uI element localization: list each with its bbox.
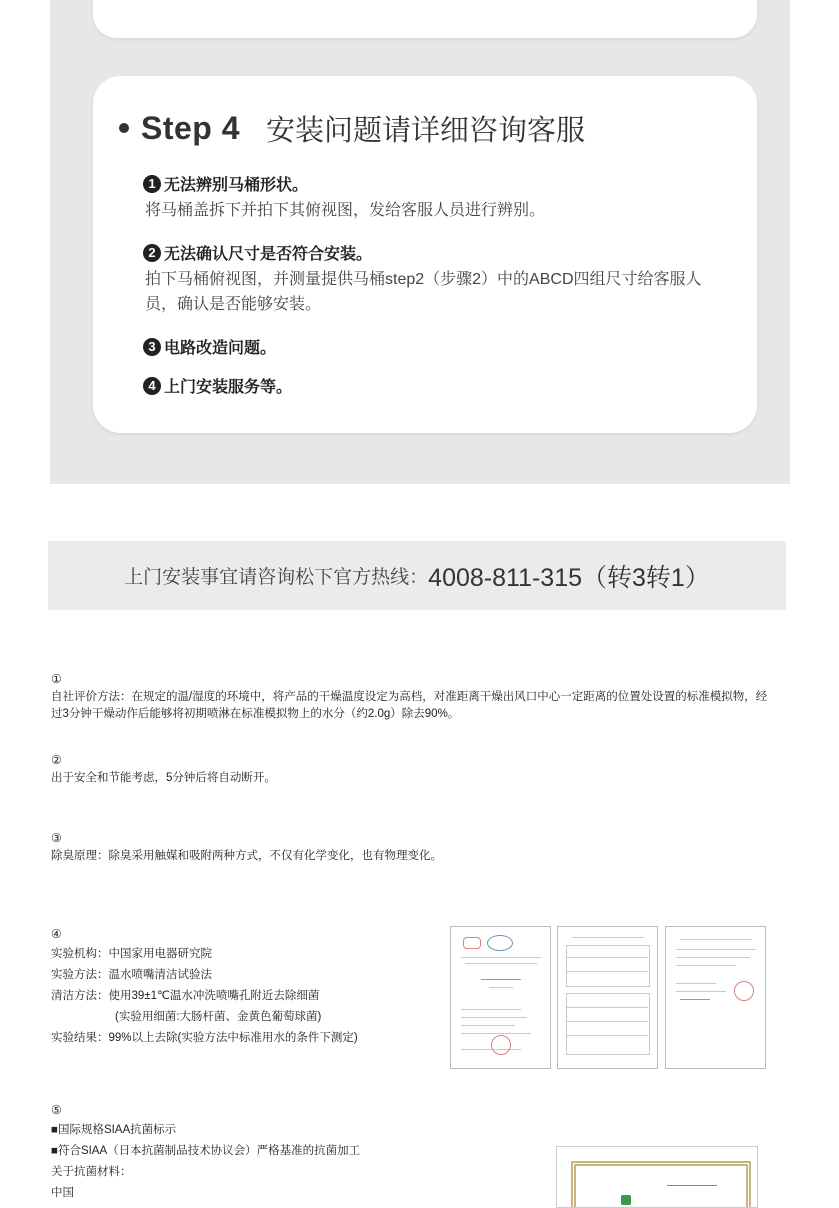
item-title-text: 无法确认尺寸是否符合安装。 xyxy=(164,246,373,263)
origin-country: 中国 xyxy=(51,1187,74,1199)
report-logo-icon xyxy=(463,937,481,949)
footnote-mark: ② xyxy=(51,753,62,767)
footnote-5 xyxy=(51,1102,451,1204)
step-title: 安装问题请详细咨询客服 xyxy=(266,114,586,147)
hotline-banner xyxy=(48,541,786,610)
siaa-standard: ■符合SIAA（日本抗菌制品技术协议会）严格基准的抗菌加工 xyxy=(51,1145,361,1157)
bullet-dot-icon xyxy=(119,123,129,133)
item-3-title xyxy=(143,335,276,358)
number-1-icon: 1 xyxy=(143,175,161,193)
step4-card xyxy=(93,76,757,433)
certificate-border xyxy=(571,1161,751,1208)
step-number: Step 4 xyxy=(141,109,241,146)
footnote-text: 除臭原理：除臭采用触媒和吸附两种方式，不仅有化学变化，也有物理变化。 xyxy=(51,850,442,862)
footnote-mark: ① xyxy=(51,672,62,686)
red-seal-icon xyxy=(734,981,754,1001)
cleaning-method: 清洁方法：使用39±1℃温水冲洗喷嘴孔附近去除细菌 xyxy=(51,990,320,1002)
item-1-desc: 将马桶盖拆下并拍下其俯视图，发给客服人员进行辨别。 xyxy=(145,202,546,219)
item-title-text: 上门安装服务等。 xyxy=(164,379,293,396)
test-bacteria: (实验用细菌:大肠杆菌、金黄色葡萄球菌) xyxy=(115,1011,322,1023)
siaa-mark-icon xyxy=(621,1195,631,1205)
test-report-page-1 xyxy=(450,926,551,1069)
footnote-4 xyxy=(51,926,431,1049)
number-2-icon: 2 xyxy=(143,244,161,262)
footnote-mark: ⑤ xyxy=(51,1103,62,1117)
siaa-certificate xyxy=(556,1146,758,1208)
hotline-number: 4008-811-315（转3转1） xyxy=(428,563,710,592)
number-3-icon: 3 xyxy=(143,338,161,356)
item-2-title xyxy=(143,241,372,264)
test-report-page-3 xyxy=(665,926,766,1069)
test-result: 实验结果：99%以上去除(实验方法中标准用水的条件下测定) xyxy=(51,1032,358,1044)
report-logo-icon xyxy=(487,935,513,951)
item-4-title xyxy=(143,374,292,397)
footnote-1 xyxy=(51,671,776,723)
footnote-text: 自社评价方法：在规定的温/湿度的环境中，将产品的干燥温度设定为高档，对准距离干燥出风口中心一定距离的位置处设置的标准模拟物，经过3分钟干燥动作后能够将初期喷淋在标准模拟物上的水分（约2.0g）除去90%。 xyxy=(51,691,768,720)
footnote-text: 出于安全和节能考虑，5分钟后将自动断开。 xyxy=(51,772,276,784)
number-4-icon: 4 xyxy=(143,377,161,395)
red-seal-icon xyxy=(491,1035,511,1055)
footnote-2 xyxy=(51,752,776,787)
hotline-label: 上门安装事宜请咨询松下官方热线： xyxy=(124,567,429,588)
item-2-desc: 拍下马桶俯视图，并测量提供马桶step2（步骤2）中的ABCD四组尺寸给客服人员，确认是否能够安装。 xyxy=(145,271,702,313)
previous-step-card xyxy=(93,0,757,38)
test-method: 实验方法：温水喷嘴清洁试验法 xyxy=(51,969,212,981)
siaa-label: ■国际规格SIAA抗菌标示 xyxy=(51,1124,177,1136)
test-institution: 实验机构：中国家用电器研究院 xyxy=(51,948,212,960)
item-title-text: 电路改造问题。 xyxy=(164,340,277,357)
footnote-3 xyxy=(51,830,776,865)
step4-heading xyxy=(119,106,585,150)
test-report-page-2 xyxy=(557,926,658,1069)
antibacterial-material-label: 关于抗菌材料： xyxy=(51,1166,132,1178)
footnote-mark: ④ xyxy=(51,927,62,941)
item-title-text: 无法辨别马桶形状。 xyxy=(164,177,309,194)
footnote-mark: ③ xyxy=(51,831,62,845)
item-1-title xyxy=(143,172,308,195)
